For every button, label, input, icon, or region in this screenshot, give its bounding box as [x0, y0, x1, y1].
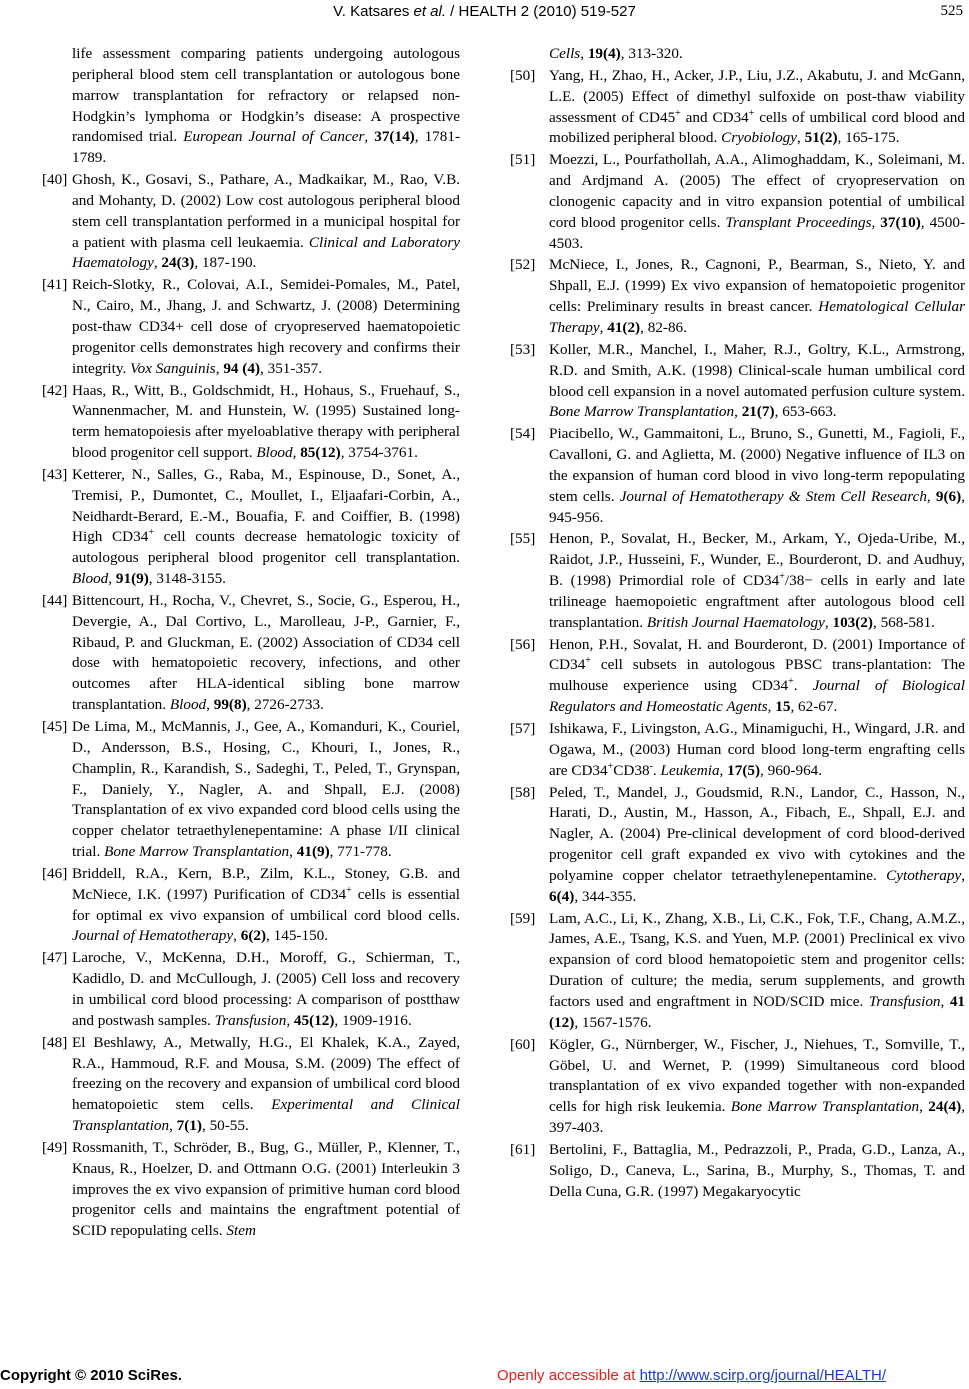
- volume-issue: 15: [775, 698, 791, 716]
- volume-issue: 9(6): [935, 487, 962, 505]
- reference-text: /38− cells in early and late trilineage haemopoietic engraftment after autologous blood cell transplantation.: [549, 572, 965, 631]
- reference-text: Rossmanith, T., Schröder, B., Bug, G., Müller, P., Klenner, T., Knaus, R., Hoelzer, D. and Ottmann O.G. (2001) Interleukin 3 improves the ex vivo expansion of primitive human cord blood progenitor cells and maintains the engraftment potential of SCID repopulating cells.: [72, 1138, 460, 1240]
- reference-number: [44]: [42, 591, 68, 609]
- reference-number: [56]: [510, 635, 536, 653]
- right-reference-column: [510, 44, 965, 1203]
- journal-title: Cytotherapy: [886, 866, 962, 884]
- journal-title: Blood: [72, 570, 109, 588]
- reference-text: , 3148-3155.: [148, 570, 226, 588]
- journal-url-link[interactable]: http://www.scirp.org/journal/HEALTH/: [639, 1367, 887, 1384]
- reference-text: ,: [919, 1098, 929, 1116]
- open-access-notice: [497, 1367, 886, 1384]
- volume-issue: 41 (12): [549, 992, 966, 1031]
- reference-entry: [42, 948, 460, 1031]
- reference-text: , 568-581.: [872, 613, 935, 631]
- journal-title: Journal of Hematotherapy & Stem Cell Research: [619, 487, 927, 505]
- volume-issue: 51(2): [804, 129, 838, 147]
- reference-text: ,: [169, 1117, 177, 1135]
- volume-issue: 24(4): [928, 1098, 962, 1116]
- volume-issue: 7(1): [176, 1117, 202, 1135]
- journal-title: Blood: [169, 696, 207, 714]
- reference-entry: [510, 719, 965, 782]
- reference-entry: [510, 909, 965, 1034]
- reference-text: ,: [719, 761, 728, 779]
- reference-entry: [42, 1138, 460, 1242]
- running-title-authors: V. Katsares: [333, 3, 414, 20]
- reference-text: Laroche, V., McKenna, D.H., Moroff, G., Schierman, T., Kadidlo, D. and McCullough, J. (2005) Cell loss and recovery in umbilical cord blood processing: A comparison of postthaw and postwash samples.: [72, 949, 460, 1029]
- reference-text: ,: [940, 992, 950, 1010]
- volume-issue: 6(2): [240, 927, 267, 945]
- reference-entry: [510, 255, 965, 338]
- reference-text: , 351-357.: [260, 359, 323, 377]
- volume-issue: 24(3): [161, 254, 195, 272]
- reference-text: ,: [292, 444, 301, 462]
- reference-text: El Beshlawy, A., Metwally, H.G., El Khalek, K.A., Zayed, R.A., Hammoud, R.F. and Mousa, S.M. (2009) The effect of freezing on the recovery and expansion of umbilical cord blood hematopoietic stem cells.: [72, 1033, 460, 1114]
- reference-entry: [42, 591, 460, 716]
- reference-text: ,: [206, 696, 214, 714]
- volume-issue: 21(7): [741, 403, 775, 421]
- reference-text: Yang, H., Zhao, H., Acker, J.P., Liu, J.Z., Akabutu, J. and McGann, L.E. (2005) Effect of dimethyl sulfoxide on post-thaw viability assessment of CD45: [549, 66, 965, 126]
- volume-issue: 94 (4): [223, 359, 261, 377]
- reference-text: , 313-320.: [620, 45, 683, 62]
- reference-text: ,: [961, 866, 965, 884]
- reference-text: ,: [286, 1011, 294, 1029]
- reference-text: , 2726-2733.: [246, 696, 324, 714]
- reference-text: cells of umbilical cord blood and mobilized peripheral blood.: [549, 108, 965, 147]
- reference-text: Briddell, R.A., Kern, B.P., Zilm, K.L., Stoney, G.B. and McNiece, I.K. (1997) Purification of CD34: [72, 864, 460, 903]
- reference-entry: [510, 635, 965, 718]
- volume-issue: 91(9): [115, 570, 149, 588]
- journal-title: Cells: [549, 45, 581, 62]
- reference-text: .: [793, 677, 813, 695]
- journal-title: Clinical and Laboratory Haematology: [72, 233, 460, 272]
- reference-number: [40]: [42, 171, 68, 189]
- running-title-journal: / HEALTH 2 (2010) 519-527: [446, 3, 636, 20]
- reference-text: , 50-55.: [201, 1117, 249, 1135]
- reference-text: , 187-190.: [194, 254, 257, 272]
- reference-text: , 82-86.: [640, 318, 687, 336]
- reference-text: , 1781-1789.: [72, 128, 460, 167]
- reference-entry: [510, 783, 965, 908]
- reference-text: , 960-964.: [760, 761, 823, 779]
- reference-text: ,: [797, 129, 805, 147]
- reference-text: .: [652, 761, 661, 779]
- reference-text: Ghosh, K., Gosavi, S., Pathare, A., Madkaikar, M., Rao, V.B. and Mohanty, D. (2002) Low cost autologous peripheral blood stem cell transplantation performed in a municipal hospital for a patient with plasma cell leukaemia.: [72, 171, 460, 251]
- running-header: [0, 3, 969, 20]
- volume-issue: 85(12): [300, 444, 341, 462]
- volume-issue: 19(4): [587, 45, 621, 62]
- reference-entry: [42, 170, 460, 274]
- reference-text: ,: [734, 403, 742, 421]
- reference-text: ,: [233, 927, 241, 945]
- reference-text: ,: [871, 213, 881, 231]
- journal-title: Leukemia: [660, 761, 720, 779]
- journal-title: European Journal of Cancer: [183, 128, 365, 146]
- reference-entry: [42, 1033, 460, 1137]
- reference-text: Ishikawa, F., Livingston, A.G., Minamiguchi, H., Wingard, J.R. and Ogawa, M., (2003) Human cord blood long-term engrafting cells are CD34: [549, 720, 965, 779]
- reference-number: [46]: [42, 864, 68, 882]
- superscript: +: [748, 107, 755, 119]
- superscript: +: [675, 107, 681, 119]
- superscript: +: [148, 527, 154, 539]
- reference-text: Piacibello, W., Gammaitoni, L., Bruno, S., Gunetti, M., Fagioli, F., Cavalloni, G. and Aglietta, M. (2000) Negative influence of IL3 on the expansion of human cord blood in vivo long-term repopulating stem cells.: [549, 425, 965, 505]
- superscript: +: [607, 760, 614, 772]
- superscript: +: [779, 571, 785, 583]
- reference-number: [48]: [42, 1033, 68, 1051]
- superscript: -: [649, 760, 653, 772]
- journal-title: British Journal Haematology: [646, 613, 825, 631]
- journal-title: Bone Marrow Transplantation: [104, 843, 290, 861]
- reference-number: [42]: [42, 381, 68, 399]
- reference-text: ,: [364, 128, 375, 146]
- reference-entry: [510, 44, 965, 65]
- reference-entry: [42, 44, 460, 169]
- volume-issue: 6(4): [549, 887, 575, 905]
- reference-text: De Lima, M., McMannis, J., Gee, A., Komanduri, K., Couriel, D., Andersson, B.S., Hosing, C., Khouri, I., Jones, R., Champlin, R., Karandish, S., Sadeghi, T., Peled, T., Grynspan, F., Daniely, Y., Nagler, A. and Shpall, E.J. (2008) Transplantation of ex vivo expanded cord blood cells using the copper chelator tetraethylenepentamine: A phase I/II clinical trial.: [72, 718, 460, 861]
- reference-text: ,: [580, 45, 588, 62]
- reference-number: [59]: [510, 909, 536, 927]
- reference-number: [58]: [510, 783, 536, 801]
- journal-title: Transfusion: [214, 1011, 287, 1029]
- reference-text: , 1909-1916.: [334, 1011, 412, 1029]
- reference-text: , 62-67.: [790, 698, 838, 716]
- running-title-etal: et al.: [413, 3, 447, 20]
- superscript: +: [346, 884, 352, 896]
- volume-issue: 99(8): [213, 696, 247, 714]
- reference-number: [51]: [510, 151, 536, 169]
- journal-title: Bone Marrow Transplantation: [730, 1098, 920, 1116]
- volume-issue: 45(12): [293, 1011, 335, 1029]
- reference-text: Koller, M.R., Manchel, I., Maher, R.J., Goltry, K.L., Armstrong, R.D. and Smith, A.K. (1998) Clinical-scale human umbilical cord blood cell expansion in a novel automated perfusion culture system.: [549, 340, 965, 400]
- reference-text: , 771-778.: [329, 843, 392, 861]
- reference-entry: [42, 275, 460, 379]
- reference-text: Henon, P.H., Sovalat, H. and Bourderont, D. (2001) Importance of CD34: [549, 635, 965, 674]
- journal-title: Vox Sanguinis: [130, 359, 216, 377]
- reference-entry: [42, 465, 460, 590]
- reference-text: life assessment comparing patients undergoing autologous peripheral blood stem cell transplantation or autologous bone marrow transplantation for refractory or relapsed non-Hodgkin’s lymphoma or Hodgkin’s disease: A prospective randomised trial.: [72, 45, 460, 146]
- reference-text: cell counts decrease hematologic toxicity of autologous peripheral blood progenitor cell transplantation.: [72, 528, 460, 567]
- reference-number: [45]: [42, 718, 68, 735]
- reference-text: Lam, A.C., Li, K., Zhang, X.B., Li, C.K., Fok, T.F., Chang, A.M.Z., James, A.E., Tsang, K.S. and Yuen, M.P. (2001) Preclinical ex vivo expansion of cord blood hematopoietic stem and progenitor cells: Duration of culture; the media, serum supplements, and growth factors used and engraftment in NOD/SCID mice.: [549, 909, 965, 1010]
- reference-entry: [510, 66, 965, 149]
- reference-number: [47]: [42, 949, 68, 967]
- journal-title: Experimental and Clinical Transplantation: [72, 1096, 460, 1135]
- superscript: +: [585, 655, 591, 667]
- volume-issue: 17(5): [727, 761, 761, 779]
- reference-text: Bertolini, F., Battaglia, M., Pedrazzoli, P., Prada, G.D., Lanza, A., Soligo, D., Caneva, L., Sarina, B., Murphy, S., Thomas, T. and Della Cuna, G.R. (1997) Megakaryocytic: [549, 1140, 965, 1200]
- reference-text: , 3754-3761.: [340, 444, 418, 462]
- reference-number: [52]: [510, 256, 536, 274]
- reference-entry: [510, 1140, 965, 1203]
- reference-number: [49]: [42, 1138, 68, 1156]
- reference-text: Haas, R., Witt, B., Goldschmidt, H., Hohaus, S., Fruehauf, S., Wannenmacher, M. and Hunstein, W. (1995) Sustained long-term hematopoiesis after myeloablative therapy with peripheral blood progenitor cell support.: [72, 381, 460, 462]
- reference-entry: [510, 1035, 965, 1139]
- reference-number: [50]: [510, 66, 536, 84]
- reference-number: [60]: [510, 1035, 536, 1053]
- reference-text: Henon, P., Sovalat, H., Becker, M., Arkam, Y., Ojeda-Uribe, M., Raidot, J.P., Husseini, F., Wunder, E., Bourderont, D. and Audhuy, B. (1998) Primordial role of CD34: [549, 530, 965, 590]
- reference-text: CD38: [613, 761, 650, 779]
- reference-text: ,: [767, 698, 776, 716]
- reference-text: ,: [108, 570, 116, 588]
- reference-text: Peled, T., Mandel, J., Goudsmid, R.N., Landor, C., Hasson, N., Harati, D., Austin, M., Hasson, A., Fibach, E., Shpall, E.J. and Nagler, A. (2004) Pre-clinical development of cord blood-derived progenitor cell graft expanded ex vivo with cytokines and the polyamine copper chelator tetraethylenepentamine.: [549, 783, 965, 884]
- volume-issue: 41(2): [607, 318, 641, 336]
- reference-number: [55]: [510, 530, 536, 548]
- reference-text: , 397-403.: [549, 1098, 965, 1137]
- reference-text: , 945-956.: [549, 487, 966, 526]
- reference-text: and CD34: [680, 108, 749, 126]
- reference-text: Kögler, G., Nürnberger, W., Fischer, J., Niehues, T., Somville, T., Göbel, U. and Wernet, P. (1999) Simultaneous cord blood transplantation of ex vivo expanded together with non-expanded cells for high risk leukemia.: [549, 1035, 965, 1116]
- reference-entry: [510, 340, 965, 423]
- reference-text: , 4500-4503.: [549, 213, 965, 252]
- reference-number: [53]: [510, 340, 536, 358]
- open-access-label: Openly accessible at: [497, 1367, 640, 1384]
- journal-title: Journal of Biological Regulators and Homeostatic Agents: [549, 677, 965, 716]
- volume-issue: 37(10): [880, 213, 921, 231]
- page-number: 525: [940, 3, 963, 19]
- reference-text: Ketterer, N., Salles, G., Raba, M., Espinouse, D., Sonet, A., Tremisi, P., Dumontet, C., Moullet, I., Eljaafari-Corbin, A., Neidhardt-Berard, E.-M., Bouafia, F. and Coiffier, B. (1998) High CD34: [72, 465, 460, 546]
- superscript: +: [788, 676, 794, 688]
- reference-text: ,: [215, 359, 224, 377]
- journal-title: Hematological Cellular Therapy: [549, 298, 965, 336]
- reference-text: ,: [153, 254, 162, 272]
- volume-issue: 103(2): [832, 613, 873, 631]
- reference-text: ,: [824, 613, 833, 631]
- reference-number: [57]: [510, 720, 536, 737]
- journal-title: Transplant Proceedings: [725, 213, 872, 231]
- volume-issue: 37(14): [374, 128, 415, 146]
- reference-text: ,: [926, 487, 936, 505]
- reference-entry: [510, 150, 965, 254]
- left-reference-column: [42, 44, 460, 1243]
- reference-text: Bittencourt, H., Rocha, V., Chevret, S., Socie, G., Esperou, H., Devergie, A., Dal Cortivo, L., Marolleau, J-P., Garnier, F., Ribaud, P. and Gluckman, E. (2002) Association of CD34 cell dose with hematopoietic recovery, infections, and other outcomes after HLA-identical sibling bone marrow transplantation.: [72, 591, 460, 714]
- reference-entry: [42, 381, 460, 464]
- journal-title: Cryobiology: [721, 129, 798, 147]
- reference-text: , 1567-1576.: [574, 1013, 652, 1031]
- volume-issue: 41(9): [296, 843, 330, 861]
- reference-text: Reich-Slotky, R., Colovai, A.I., Semidei-Pomales, M., Patel, N., Cairo, M., Jhang, J. and Schwartz, J. (2008) Determining post-thaw CD34+ cell dose of cryopreserved haematopoietic progenitor cells demonstrates high recovery and confirms their integrity.: [72, 276, 460, 377]
- reference-number: [54]: [510, 425, 536, 443]
- journal-title: Journal of Hematotherapy: [72, 927, 234, 945]
- reference-entry: [42, 864, 460, 947]
- reference-entry: [42, 717, 460, 863]
- reference-entry: [510, 529, 965, 633]
- journal-title: Transfusion: [868, 992, 941, 1010]
- journal-title: Bone Marrow Transplantation: [549, 403, 735, 421]
- reference-text: , 165-175.: [837, 129, 900, 147]
- reference-text: ,: [599, 318, 608, 336]
- journal-title: Blood: [256, 444, 293, 462]
- journal-title: Stem: [226, 1222, 256, 1240]
- reference-entry: [510, 424, 965, 528]
- reference-text: ,: [289, 843, 297, 861]
- reference-text: cells is essential for optimal ex vivo expansion of umbilical cord blood cells.: [72, 885, 460, 924]
- reference-text: cell subsets in autologous PBSC trans-plantation: The mulhouse experience using CD34: [549, 656, 965, 695]
- copyright-notice: Copyright © 2010 SciRes.: [0, 1367, 182, 1384]
- reference-text: Moezzi, L., Pourfathollah, A.A., Alimoghaddam, K., Soleimani, M. and Ardjmand A. (2005) The effect of cryopreservation on clonogenic capacity and in vitro expansion potential of umbilical cord blood progenitor cells.: [549, 151, 965, 231]
- reference-text: , 145-150.: [266, 927, 329, 945]
- reference-text: , 344-355.: [574, 887, 637, 905]
- reference-number: [41]: [42, 276, 68, 294]
- reference-number: [61]: [510, 1140, 536, 1158]
- reference-text: , 653-663.: [774, 403, 837, 421]
- reference-number: [43]: [42, 465, 68, 483]
- reference-text: McNiece, I., Jones, R., Cagnoni, P., Bearman, S., Nieto, Y. and Shpall, E.J. (1999) Ex vivo expansion of hematopoietic progenitor cells: Preliminary results in breast cancer.: [549, 256, 965, 316]
